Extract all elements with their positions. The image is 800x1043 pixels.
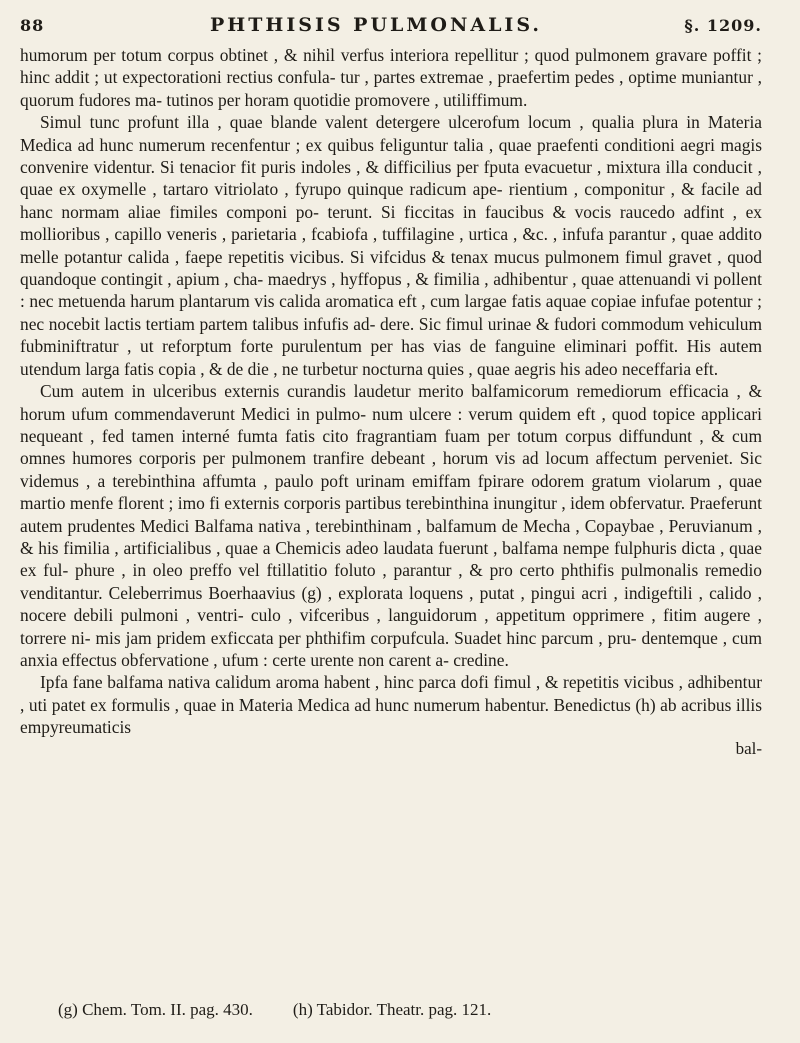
footnote: (h) Tabidor. Theatr. pag. 121. bbox=[292, 1000, 492, 1019]
paragraph: humorum per totum corpus obtinet , & nihil verfus interiora repellitur ; quod pulmonem gravare poffit ; hinc addit ; ut expectorationi rectius confula- tur , partes extremae , praefertim pedes , optime muniantur , quorum fudores ma- tutinos per horam quotidie promovere , utiliffimum. bbox=[20, 45, 762, 110]
paragraph: Simul tunc profunt illa , quae blande valent detergere ulcerofum locum , qualia plura in Materia Medica ad hunc numerum recenfentur ; ex quibus feliguntur talia , quae praefenti conditioni aegri magis convenire videntur. Si tenacior fit puris indoles , & difficilius per fputa evacuetur , mixtura illa conducit , quae ex oxymelle , tartaro vitriolato , fyrupo quinque radicum ape- rientium , componitur , & facile ad hanc normam aliae fimiles componi po- terunt. Si ficcitas in faucibus & vocis raucedo adfint , ex mollioribus , capillo veneris , parietaria , fcabiofa , tuffilagine , urtica , &c. , infufa parantur , quae addito melle potantur calida , faepe repetitis vicibus. Si vifcidus & tenax mucus pulmonem fimul gravet , quod quandoque contingit , apium , cha- maedrys , hyffopus , & fimilia , adhibentur , quae attenuandi vi pollent : nec metuenda harum plantarum vis calida aromatica eft , cum largae fatis aquae copiae infufae potentur ; nec nocebit lactis tertiam partem talibus infufis ad- dere. Sic fimul urinae & fudori commodum vehiculum fubminiftratur , ut reforptum forte purulentum per has vias de fanguine eliminari poffit. His autem utendum larga fatis copia , & de die , ne turbetur nocturna quies , quae aegris his adeo neceffaria eft. bbox=[20, 112, 762, 379]
body-text bbox=[20, 44, 762, 739]
running-title: PHTHISIS PULMONALIS. bbox=[210, 14, 542, 36]
catchword: bal- bbox=[735, 738, 762, 758]
running-header bbox=[20, 14, 762, 44]
paragraph: Cum autem in ulceribus externis curandis laudetur merito balfamicorum remediorum efficacia , & horum ufum commendaverunt Medici in pulmo- num ulcere : verum quidem eft , quod topice applicari nequeant , fed tamen interné fumta fatis cito fragrantiam fuam per totum corpus diffundunt , & cum omnes humores corporis per pulmonem tranfire debeant , horum vis ad locum affectum perveniet. Sic videmus , a terebinthina affumta , paulo poft urinam emiffam fpirare odorem gratum violarum , quae martio menfe florent ; imo fi externis corporis partibus terebinthina inungitur , idem obfervatur. Praeferunt autem prudentes Medici Balfama nativa , terebinthinam , balfamum de Mecha , Copaybae , Peruvianum , & his fimilia , artificialibus , quae a Chemicis adeo laudata fuerunt , balfama nempe fulphuris dicta , quae ex ful- phure , in oleo preffo vel ftillatitio foluto , parantur , & pro certo phthifis pulmonalis remedio venditantur. Celeberrimus Boerhaavius (g) , explorata loquens , putat , pingui acri , indigeftili , calido , nocere debili pulmoni , ventri- culo , vifceribus , languidorum , appetitum opprimere , fitim augere , torrere ni- mis jam pridem exficcata per phthifim corpufcula. Suadet hinc parcum , pru- dentemque , cum anxia effectus obfervatione , ufum : certe urente non carent a- credine. bbox=[20, 381, 762, 670]
footnotes bbox=[58, 1000, 762, 1020]
section-number: §. 1209. bbox=[684, 16, 762, 35]
footnote: (g) Chem. Tom. II. pag. 430. bbox=[58, 1000, 253, 1019]
page-number: 88 bbox=[20, 16, 45, 35]
paragraph: Ipfa fane balfama nativa calidum aroma habent , hinc parca dofi fimul , & repetitis vicibus , adhibentur , uti patet ex formulis , quae in Materia Medica ad hunc numerum habentur. Benedictus (h) ab acribus illis empyreumaticis bbox=[20, 672, 762, 738]
